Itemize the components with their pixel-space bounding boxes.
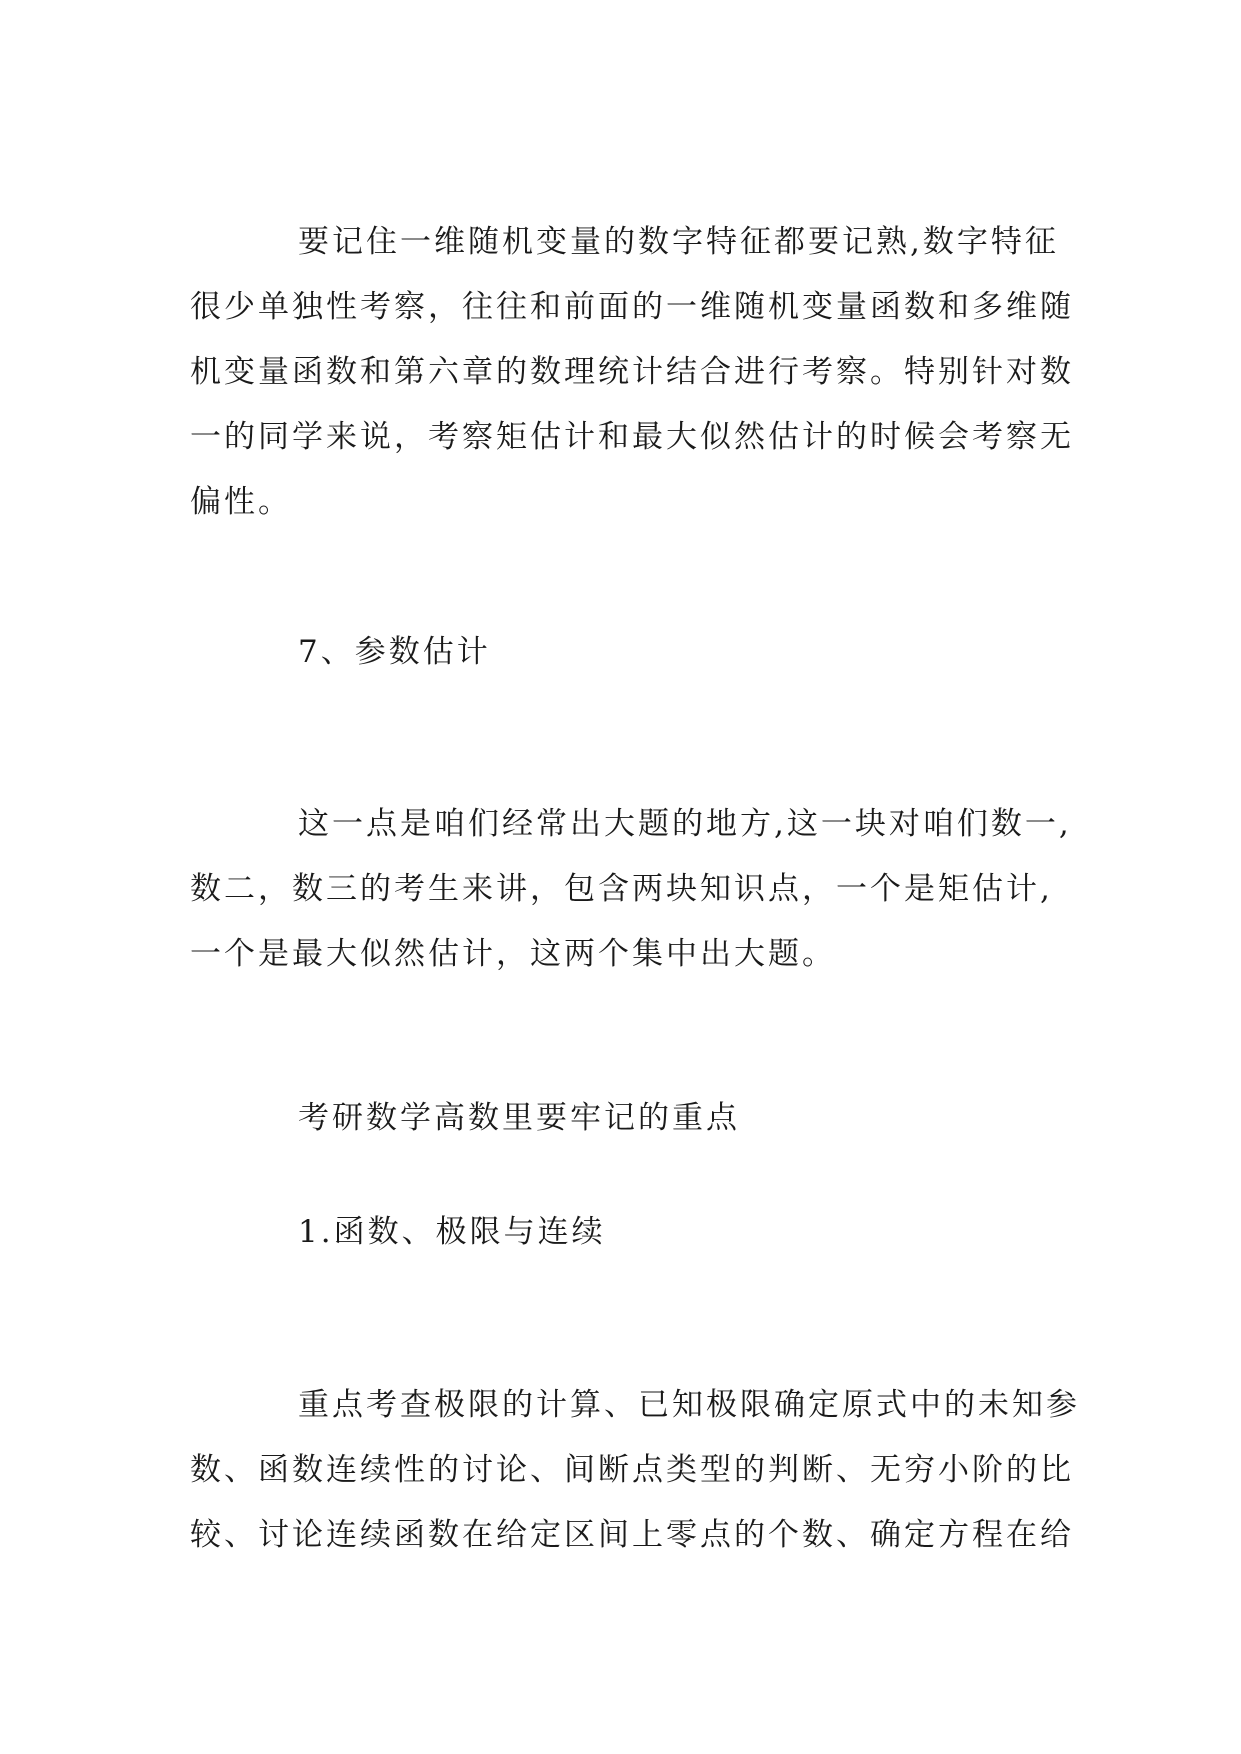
paragraph-3-line-3: 一个是最大似然估计，这两个集中出大题。	[190, 936, 836, 972]
subheading-functions-limits-continuity: 1.函数、极限与连续	[298, 1214, 606, 1250]
paragraph-1-line-3: 机变量函数和第六章的数理统计结合进行考察。特别针对数	[190, 354, 1074, 390]
paragraph-3-line-2: 数二，数三的考生来讲，包含两块知识点，一个是矩估计,	[190, 871, 1053, 907]
paragraph-6-line-2: 数、函数连续性的讨论、间断点类型的判断、无穷小阶的比	[190, 1452, 1074, 1488]
section-heading-key-points: 考研数学高数里要牢记的重点	[298, 1100, 740, 1136]
paragraph-1-line-1: 要记住一维随机变量的数字特征都要记熟,数字特征	[298, 224, 1059, 260]
paragraph-3-line-1: 这一点是咱们经常出大题的地方,这一块对咱们数一,	[298, 806, 1072, 842]
paragraph-1-line-4: 一的同学来说，考察矩估计和最大似然估计的时候会考察无	[190, 419, 1074, 455]
paragraph-1-line-2: 很少单独性考察，往往和前面的一维随机变量函数和多维随	[190, 289, 1074, 325]
paragraph-6-line-1: 重点考查极限的计算、已知极限确定原式中的未知参	[298, 1387, 1080, 1423]
paragraph-1-line-5: 偏性。	[190, 484, 292, 520]
paragraph-6-line-3: 较、讨论连续函数在给定区间上零点的个数、确定方程在给	[190, 1517, 1074, 1553]
section-heading-7: 7、参数估计	[298, 634, 491, 670]
